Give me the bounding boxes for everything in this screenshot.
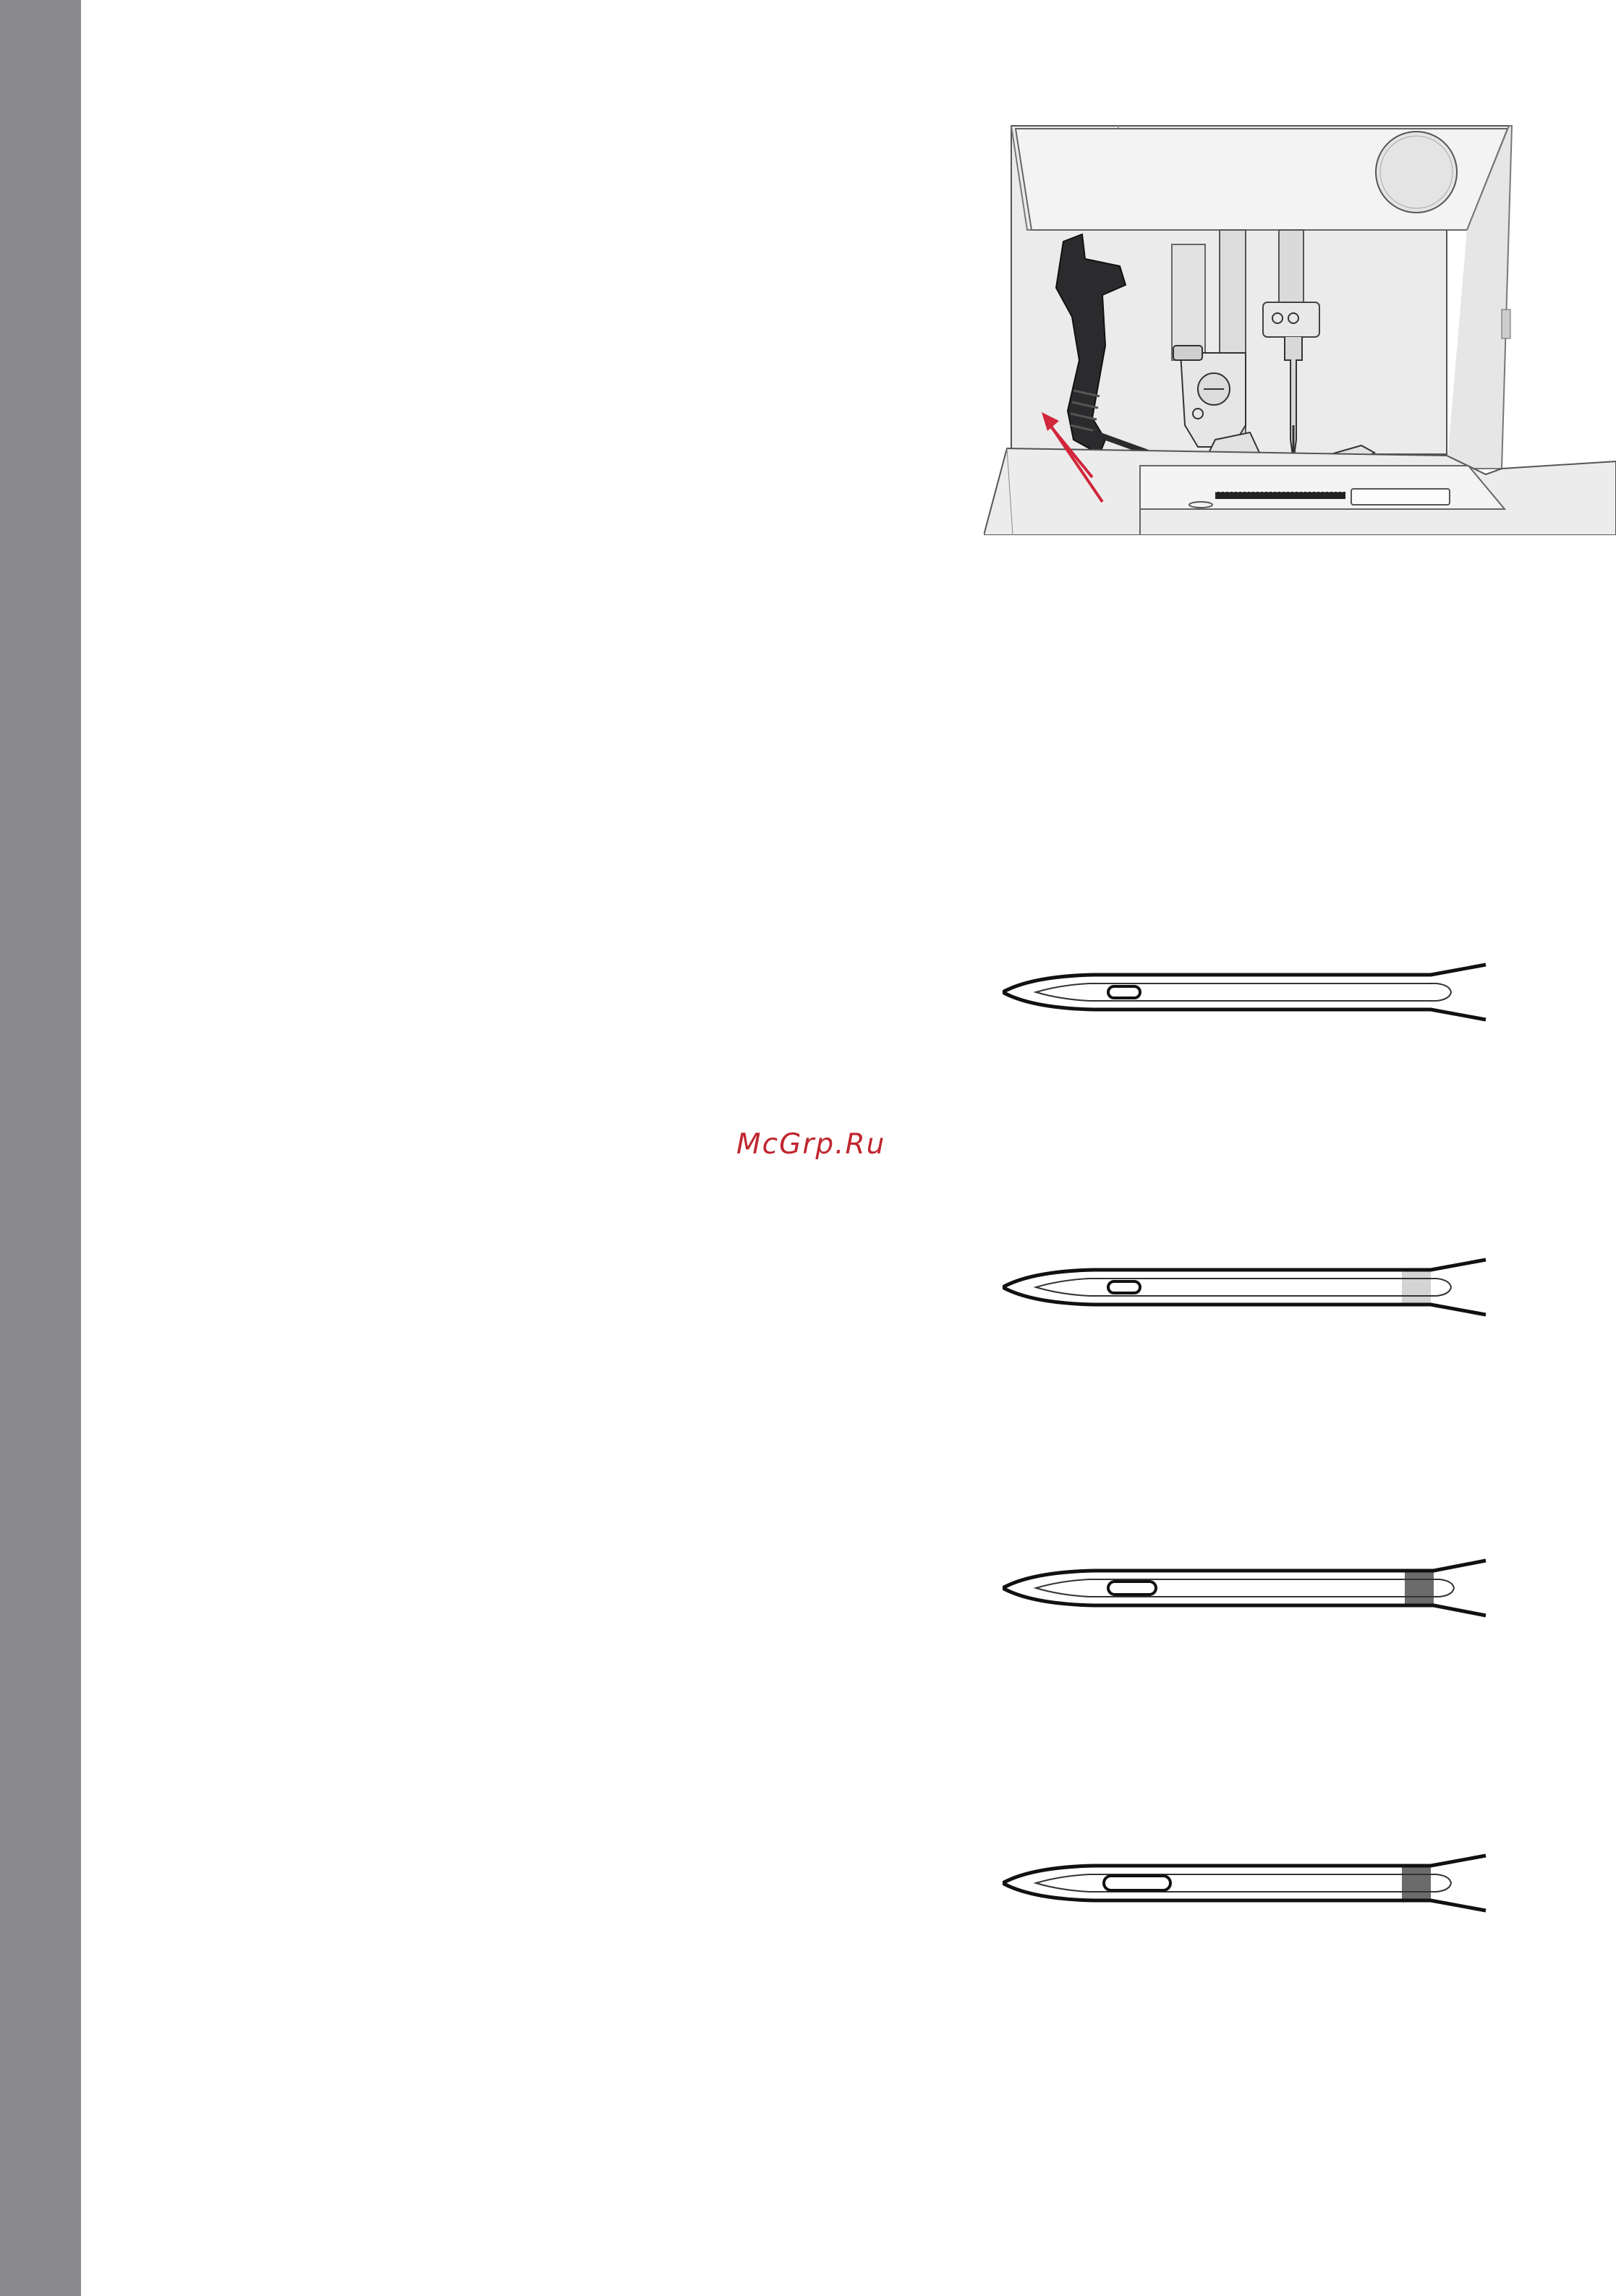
embroidery-needle-illustration bbox=[1003, 1851, 1487, 1916]
watermark-text: McGrp.Ru bbox=[736, 1128, 886, 1161]
universal-needle-illustration bbox=[1003, 960, 1487, 1025]
sewing-machine-presser-foot-illustration bbox=[984, 121, 1616, 535]
denim-needle-illustration bbox=[1003, 1556, 1487, 1621]
page-side-bar bbox=[0, 0, 81, 2296]
stretch-needle-illustration bbox=[1003, 1255, 1487, 1320]
